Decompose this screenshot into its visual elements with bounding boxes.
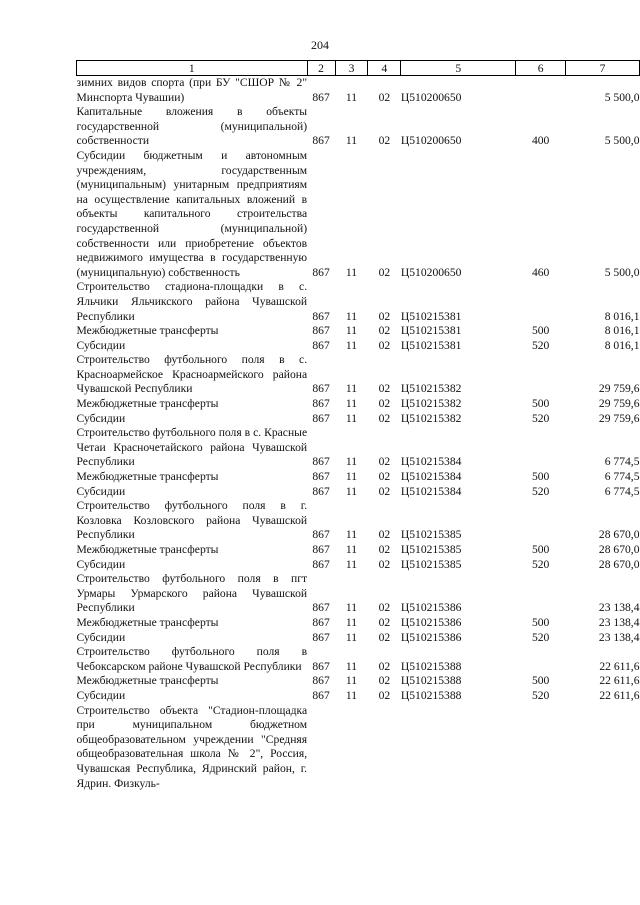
- column-header: 3: [335, 61, 368, 76]
- row-ministry-cell: 867: [312, 338, 330, 352]
- row-subsection-cell: 02: [378, 338, 391, 352]
- row-ministry-cell: 867: [312, 615, 330, 629]
- row-amount-cell: 23 138,4: [598, 601, 640, 615]
- row-ministry-cell: 867: [312, 470, 330, 484]
- table-row: [77, 324, 640, 339]
- row-section-cell: 11: [345, 134, 358, 148]
- row-subsection-cell: 02: [378, 309, 391, 323]
- row-section-cell: 11: [345, 397, 358, 411]
- row-amount-cell: 8 016,1: [604, 324, 640, 338]
- row-expense-type-cell: [516, 499, 566, 543]
- row-section-cell: 11: [345, 630, 358, 644]
- row-subsection-cell: [368, 704, 401, 792]
- row-ministry-cell: 867: [312, 630, 330, 644]
- row-target-code-cell: Ц510215388: [400, 674, 462, 688]
- row-ministry-cell: 867: [312, 324, 330, 338]
- row-subsection-cell: 02: [378, 630, 391, 644]
- row-section-cell: 11: [345, 674, 358, 688]
- table-row: [77, 543, 640, 558]
- row-target-code-cell: Ц510215384: [400, 455, 462, 469]
- row-section-cell: 11: [345, 484, 358, 498]
- row-subsection-cell: 02: [378, 470, 391, 484]
- row-amount-cell: 28 670,0: [598, 528, 640, 542]
- table-row: [77, 412, 640, 427]
- table-row: [77, 76, 640, 106]
- row-expense-type-cell: 460: [531, 265, 550, 279]
- row-ministry-cell: 867: [312, 543, 330, 556]
- row-subsection-cell: 02: [378, 134, 391, 148]
- row-target-code-cell: Ц510215385: [400, 543, 462, 556]
- row-name-cell: Субсидии: [76, 557, 126, 571]
- row-amount-cell: 29 759,6: [598, 397, 640, 411]
- table-row: [77, 616, 640, 631]
- row-target-code-cell: Ц510215384: [400, 484, 462, 498]
- table-row: [77, 470, 640, 485]
- row-expense-type-cell: [516, 280, 566, 324]
- row-expense-type-cell: 520: [531, 688, 550, 702]
- table-row: [77, 645, 640, 674]
- table-row: [77, 280, 640, 324]
- table-row: [77, 339, 640, 354]
- row-expense-type-cell: [516, 353, 566, 397]
- row-name-cell: Капитальные вложения в объекты государственной (муниципальной) собственности: [76, 105, 308, 148]
- row-amount-cell: 5 500,0: [604, 265, 640, 279]
- row-section-cell: 11: [345, 688, 358, 702]
- row-amount-cell: 22 611,6: [599, 674, 640, 688]
- row-amount-cell: 23 138,4: [598, 615, 640, 629]
- row-name-cell: Строительство футбольного поля в с. Красные Четаи Красночетайского района Чувашской Республики: [76, 426, 308, 469]
- row-target-code-cell: Ц510215382: [400, 397, 462, 411]
- row-section-cell: 11: [345, 601, 358, 615]
- column-header: 4: [368, 61, 401, 76]
- column-header: 6: [516, 61, 566, 76]
- budget-table: [76, 60, 640, 791]
- page-number: 204: [311, 38, 329, 52]
- row-target-code-cell: Ц510215381: [400, 309, 462, 323]
- row-expense-type-cell: [516, 426, 566, 470]
- row-ministry-cell: 867: [312, 134, 330, 148]
- row-expense-type-cell: 520: [531, 557, 550, 571]
- row-subsection-cell: 02: [378, 528, 391, 542]
- row-expense-type-cell: [516, 76, 566, 106]
- row-name-cell: Строительство объекта "Стадион-площадка при муниципальном бюджетном общеобразовательном учреждении "Средняя общеобразовательная школа № 2", Россия, Чувашская Республика, Ядринский район, г. Ядрин. Физкуль-: [76, 703, 308, 790]
- row-subsection-cell: 02: [378, 615, 391, 629]
- row-name-cell: Строительство футбольного поля в Чебоксарском районе Чувашской Республики: [76, 645, 308, 673]
- row-amount-cell: 28 670,0: [598, 543, 640, 556]
- table-row: [77, 499, 640, 543]
- row-name-cell: Субсидии: [76, 484, 126, 498]
- row-expense-type-cell: [516, 704, 566, 792]
- row-expense-type-cell: 500: [531, 543, 550, 556]
- row-name-cell: Межбюджетные трансферты: [76, 543, 219, 556]
- row-subsection-cell: 02: [378, 411, 391, 425]
- row-amount-cell: 8 016,1: [604, 338, 640, 352]
- row-section-cell: 11: [345, 615, 358, 629]
- row-target-code-cell: Ц510215382: [400, 411, 462, 425]
- row-section-cell: 11: [345, 411, 358, 425]
- column-header: 5: [401, 61, 516, 76]
- row-expense-type-cell: 500: [531, 615, 550, 629]
- row-name-cell: зимних видов спорта (при БУ "СШОР № 2" Минспорта Чувашии): [76, 76, 308, 104]
- row-name-cell: Субсидии бюджетным и автономным учреждениям, государственным (муниципальным) унитарным предприятиям на осуществление капитальных вложений в объекты капитального строительства государственной (муниципальной) собственности или приобретение объектов недвижимого имущества в государственную (муниципальную) собственность: [76, 148, 308, 279]
- row-section-cell: 11: [345, 324, 358, 338]
- row-target-code-cell: Ц510215382: [400, 382, 462, 396]
- row-subsection-cell: 02: [378, 382, 391, 396]
- table-row: [77, 426, 640, 470]
- row-expense-type-cell: 500: [531, 470, 550, 484]
- row-amount-cell: 6 774,5: [604, 455, 640, 469]
- row-ministry-cell: 867: [312, 601, 330, 615]
- row-name-cell: Субсидии: [76, 411, 126, 425]
- row-name-cell: Межбюджетные трансферты: [76, 615, 219, 629]
- row-subsection-cell: 02: [378, 324, 391, 338]
- row-section-cell: 11: [345, 382, 358, 396]
- row-amount-cell: 6 774,5: [604, 470, 640, 484]
- row-section-cell: 11: [345, 557, 358, 571]
- row-target-code-cell: Ц510215386: [400, 615, 462, 629]
- row-ministry-cell: [307, 704, 335, 792]
- row-ministry-cell: 867: [312, 90, 330, 104]
- row-target-code-cell: Ц510215385: [400, 528, 462, 542]
- table-header-row: [77, 61, 640, 76]
- row-name-cell: Межбюджетные трансферты: [76, 674, 219, 688]
- row-target-code-cell: Ц510215381: [400, 338, 462, 352]
- row-section-cell: 11: [345, 543, 358, 556]
- row-target-code-cell: Ц510200650: [400, 134, 462, 148]
- row-ministry-cell: 867: [312, 309, 330, 323]
- table-row: [77, 105, 640, 149]
- row-subsection-cell: 02: [378, 543, 391, 556]
- row-subsection-cell: 02: [378, 659, 391, 673]
- row-amount-cell: 8 016,1: [604, 309, 640, 323]
- table-row: [77, 631, 640, 646]
- row-amount-cell: 22 611,6: [599, 688, 640, 702]
- row-subsection-cell: 02: [378, 397, 391, 411]
- row-expense-type-cell: 520: [531, 484, 550, 498]
- table-row: [77, 558, 640, 573]
- row-target-code-cell: Ц510215385: [400, 557, 462, 571]
- row-ministry-cell: 867: [312, 265, 330, 279]
- column-header: 7: [566, 61, 640, 76]
- row-amount-cell: 5 500,0: [604, 134, 640, 148]
- row-name-cell: Строительство футбольного поля в с. Красноармейское Красноармейского района Чувашской Республики: [76, 353, 308, 396]
- row-target-code-cell: Ц510215388: [400, 659, 462, 673]
- row-target-code-cell: Ц510200650: [400, 265, 462, 279]
- row-amount-cell: 23 138,4: [598, 630, 640, 644]
- row-section-cell: 11: [345, 659, 358, 673]
- row-subsection-cell: 02: [378, 688, 391, 702]
- row-target-code-cell: [401, 704, 516, 792]
- row-amount-cell: 6 774,5: [604, 484, 640, 498]
- row-section-cell: 11: [345, 338, 358, 352]
- row-target-code-cell: Ц510215381: [400, 324, 462, 338]
- row-expense-type-cell: 500: [531, 674, 550, 688]
- row-name-cell: Строительство стадиона-площадки в с. Яльчики Яльчикского района Чувашской Республики: [76, 280, 308, 323]
- row-ministry-cell: 867: [312, 455, 330, 469]
- row-ministry-cell: 867: [312, 528, 330, 542]
- row-expense-type-cell: [516, 645, 566, 674]
- row-section-cell: 11: [345, 265, 358, 279]
- row-amount-cell: 22 611,6: [599, 659, 640, 673]
- row-subsection-cell: 02: [378, 674, 391, 688]
- row-target-code-cell: Ц510215384: [400, 470, 462, 484]
- table-row: [77, 689, 640, 704]
- row-subsection-cell: 02: [378, 557, 391, 571]
- row-expense-type-cell: 520: [531, 338, 550, 352]
- row-target-code-cell: Ц510215388: [400, 688, 462, 702]
- row-name-cell: Субсидии: [76, 688, 126, 702]
- row-section-cell: 11: [345, 528, 358, 542]
- row-amount-cell: 5 500,0: [604, 90, 640, 104]
- row-subsection-cell: 02: [378, 90, 391, 104]
- row-name-cell: Строительство футбольного поля в пгт Урмары Урмарского района Чувашской Республики: [76, 572, 308, 615]
- table-row: [77, 149, 640, 280]
- row-subsection-cell: 02: [378, 265, 391, 279]
- row-ministry-cell: 867: [312, 382, 330, 396]
- row-section-cell: 11: [345, 455, 358, 469]
- table-row: [77, 485, 640, 500]
- row-ministry-cell: 867: [312, 674, 330, 688]
- row-section-cell: 11: [345, 90, 358, 104]
- row-amount-cell: 29 759,6: [598, 411, 640, 425]
- row-target-code-cell: Ц510215386: [400, 601, 462, 615]
- row-target-code-cell: Ц510215386: [400, 630, 462, 644]
- row-subsection-cell: 02: [378, 601, 391, 615]
- row-amount-cell: [566, 704, 640, 792]
- row-ministry-cell: 867: [312, 688, 330, 702]
- row-expense-type-cell: 520: [531, 630, 550, 644]
- table-row: [77, 674, 640, 689]
- row-ministry-cell: 867: [312, 484, 330, 498]
- row-expense-type-cell: [516, 572, 566, 616]
- row-ministry-cell: 867: [312, 397, 330, 411]
- row-name-cell: Строительство футбольного поля в г. Козловка Козловского района Чувашской Республики: [76, 499, 308, 542]
- column-header: 1: [77, 61, 308, 76]
- row-section-cell: 11: [345, 309, 358, 323]
- row-expense-type-cell: 400: [531, 134, 550, 148]
- row-subsection-cell: 02: [378, 455, 391, 469]
- row-ministry-cell: 867: [312, 411, 330, 425]
- table-row: [77, 353, 640, 397]
- row-name-cell: Межбюджетные трансферты: [76, 397, 219, 411]
- row-name-cell: Субсидии: [76, 338, 126, 352]
- row-subsection-cell: 02: [378, 484, 391, 498]
- row-target-code-cell: Ц510200650: [400, 90, 462, 104]
- row-expense-type-cell: 500: [531, 324, 550, 338]
- row-name-cell: Межбюджетные трансферты: [76, 470, 219, 484]
- row-section-cell: 11: [345, 470, 358, 484]
- row-expense-type-cell: 520: [531, 411, 550, 425]
- row-ministry-cell: 867: [312, 557, 330, 571]
- row-expense-type-cell: 500: [531, 397, 550, 411]
- row-name-cell: Межбюджетные трансферты: [76, 324, 219, 338]
- table-row: [77, 397, 640, 412]
- row-name-cell: Субсидии: [76, 630, 126, 644]
- table-row: [77, 704, 640, 792]
- row-section-cell: [335, 704, 368, 792]
- row-amount-cell: 28 670,0: [598, 557, 640, 571]
- column-header: 2: [307, 61, 335, 76]
- row-amount-cell: 29 759,6: [598, 382, 640, 396]
- table-row: [77, 572, 640, 616]
- row-ministry-cell: 867: [312, 659, 330, 673]
